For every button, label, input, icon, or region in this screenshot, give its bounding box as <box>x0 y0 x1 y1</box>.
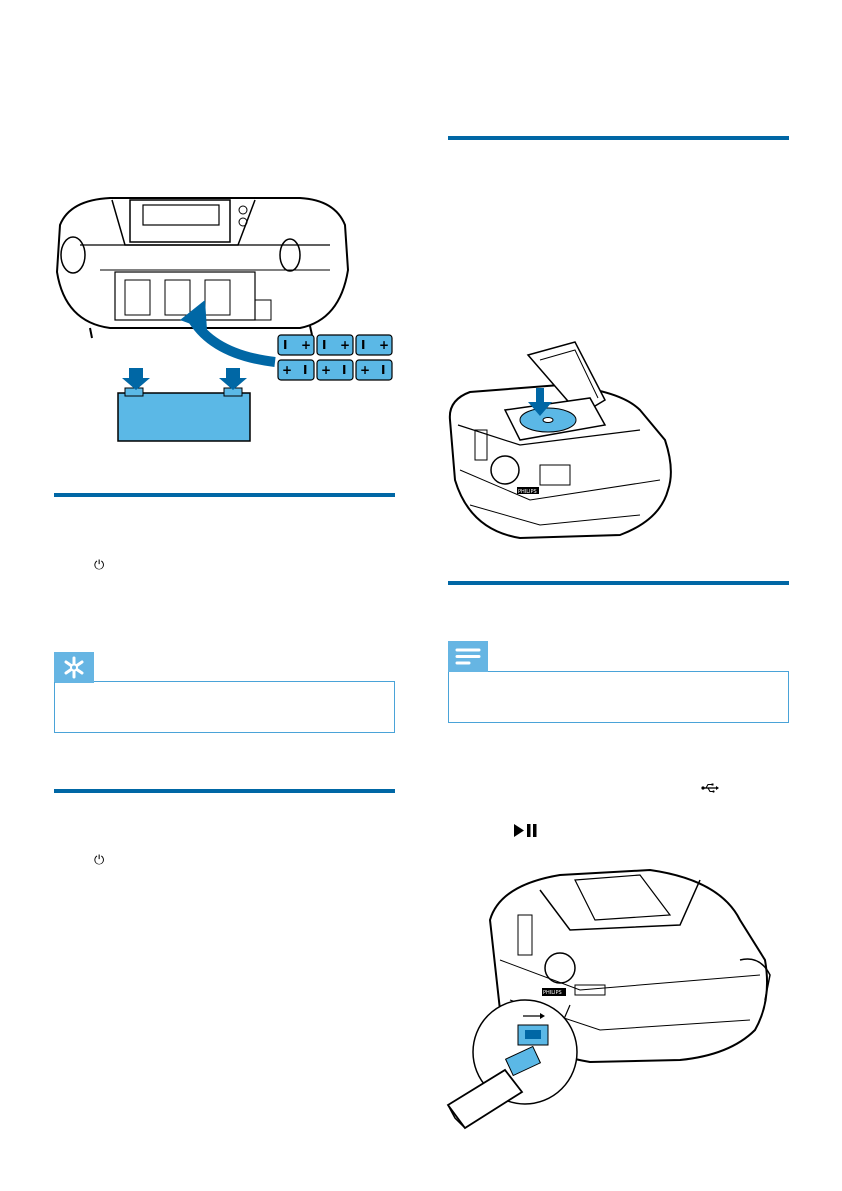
power-icon: ⏻ <box>94 853 105 868</box>
svg-text:+: + <box>321 363 332 377</box>
section-rule-power-off <box>54 789 395 793</box>
tip-box <box>54 682 395 733</box>
usb-connect-illustration <box>440 860 780 1145</box>
tip-asterisk-icon <box>54 652 94 683</box>
section-rule-play-usb <box>448 581 789 585</box>
svg-text:I: I <box>381 363 386 377</box>
note-tab <box>448 641 488 672</box>
cd-load-illustration <box>440 340 680 545</box>
svg-text:I: I <box>303 363 308 377</box>
svg-text:I: I <box>283 338 288 352</box>
section-rule-play-disc <box>448 136 789 140</box>
svg-text:+: + <box>379 338 390 352</box>
battery-install-illustration <box>45 192 405 447</box>
svg-text:+: + <box>301 338 312 352</box>
svg-text:+: + <box>340 338 351 352</box>
note-lines-icon <box>448 641 488 672</box>
svg-text:PHILIPS: PHILIPS <box>543 990 562 996</box>
usb-icon <box>701 783 719 793</box>
svg-text:I: I <box>342 363 347 377</box>
svg-text:I: I <box>322 338 327 352</box>
svg-text:I: I <box>361 338 366 352</box>
svg-text:PHILIPS: PHILIPS <box>518 489 537 495</box>
svg-text:+: + <box>360 363 371 377</box>
play-pause-icon <box>514 824 538 837</box>
section-rule-power-on <box>54 493 395 497</box>
svg-text:+: + <box>282 363 293 377</box>
power-icon: ⏻ <box>94 558 105 573</box>
note-box <box>448 672 789 723</box>
tip-tab <box>54 652 94 683</box>
